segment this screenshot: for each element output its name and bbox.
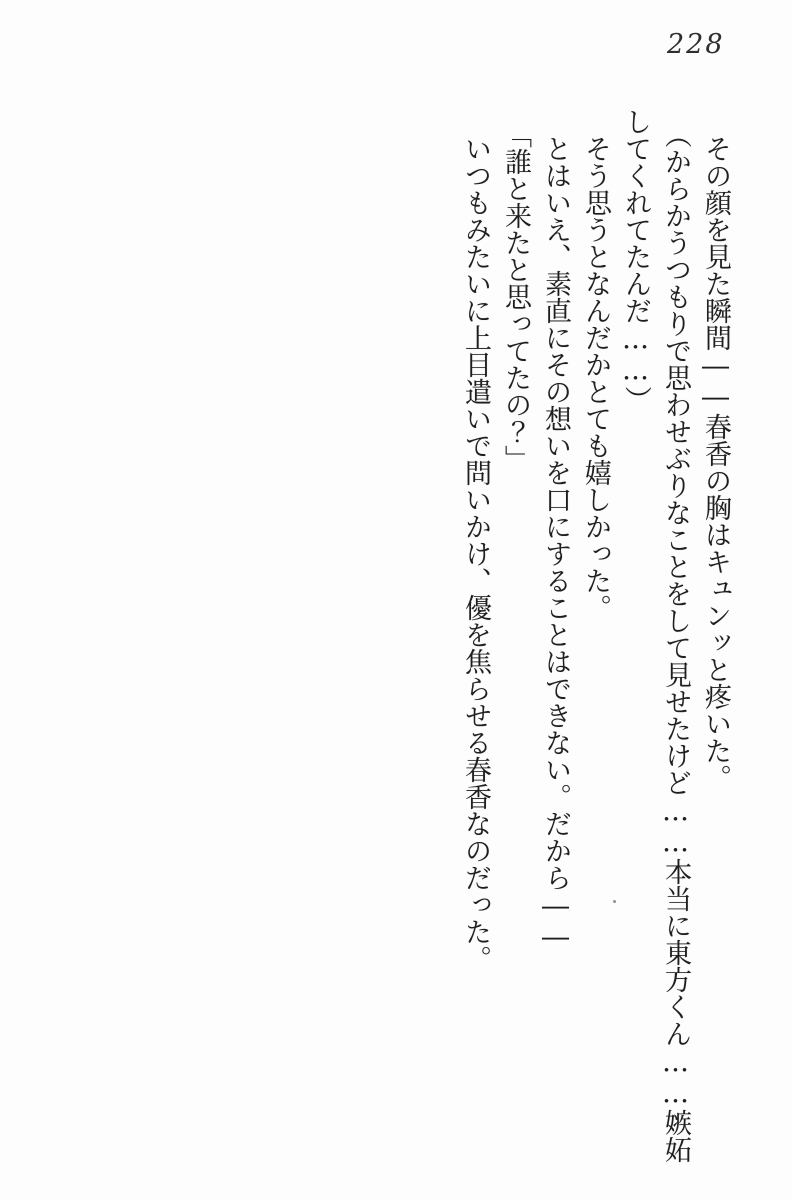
text-line-5: とはいえ、素直にその想いを口にすることはできない。だから―― bbox=[540, 135, 571, 953]
text-block bbox=[455, 108, 735, 1163]
text-line-4: そう思うとなんだかとても嬉しかった。 bbox=[580, 135, 611, 621]
text-line-7: いつもみたいに上目遣いで問いかけ、優を焦らせる春香なのだった。 bbox=[460, 135, 491, 972]
text-line-2: （からかうつもりで思わせぶりなことをして見せたけど……本当に東方くん……嫉妬 bbox=[660, 121, 691, 1163]
page-number: 228 bbox=[667, 29, 725, 60]
text-line-3: してくれてたんだ……） bbox=[620, 108, 651, 413]
text-line-6: 「誰と来たと思ってたの？」 bbox=[500, 121, 531, 472]
text-line-1: その顔を見た瞬間――春香の胸はキュンッと疼いた。 bbox=[700, 135, 731, 791]
scan-speck bbox=[613, 900, 616, 903]
